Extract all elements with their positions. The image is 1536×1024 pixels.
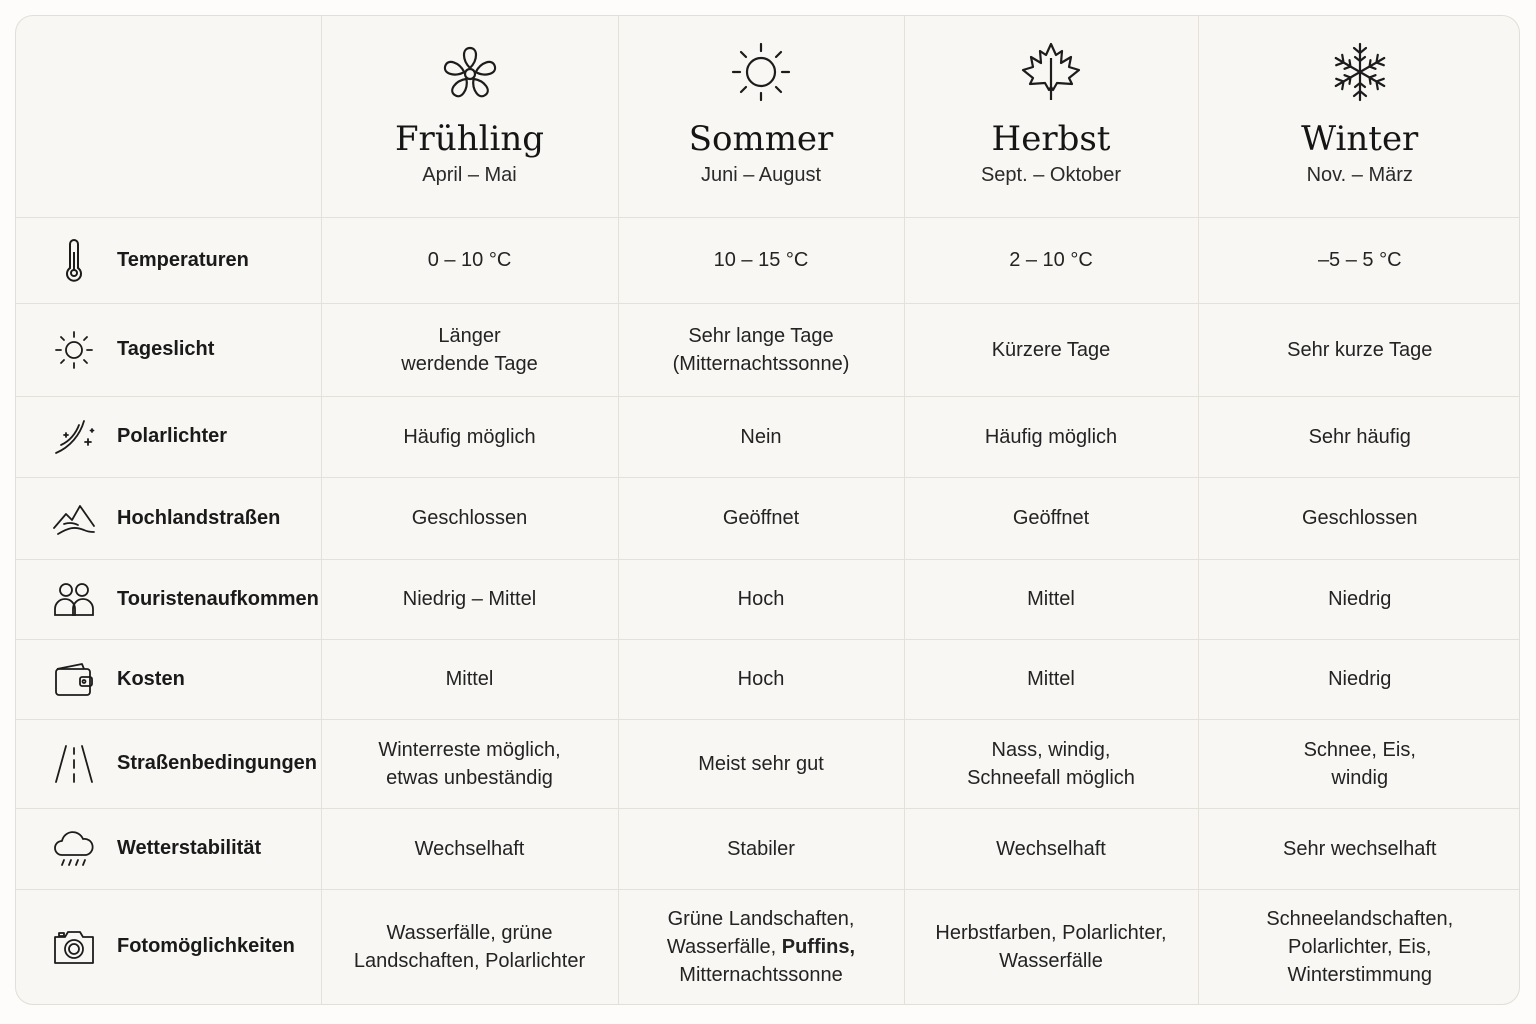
season-range: Nov. – März: [1306, 164, 1413, 186]
row-wetterstabilitaet: [16, 808, 1520, 889]
value-cell: Sehr häufig: [1198, 396, 1520, 477]
value-cell: Häufig möglich: [904, 396, 1198, 477]
value-cell: Länger werdende Tage: [321, 303, 618, 396]
row-label: Touristenaufkommen: [117, 587, 319, 610]
value-cell: Wechselhaft: [321, 808, 618, 889]
row-strassenbedingungen: [16, 719, 1520, 808]
value-cell: Geöffnet: [904, 477, 1198, 559]
snowflake-icon: [1328, 38, 1392, 102]
row-touristenaufkommen: [16, 559, 1520, 639]
row-label: Temperaturen: [117, 248, 249, 271]
value-cell: Nass, windig, Schneefall möglich: [904, 719, 1198, 808]
season-header-spring: [321, 16, 618, 217]
row-hochlandstrassen: [16, 477, 1520, 559]
season-name: Herbst: [991, 119, 1111, 159]
row-label: Polarlichter: [117, 425, 228, 447]
row-tageslicht: [16, 303, 1520, 396]
value-cell: Mittel: [321, 639, 618, 719]
value-cell: Herbstfarben, Polarlichter, Wasserfälle: [904, 889, 1198, 1004]
value-text: Grüne Landschaften, Wasserfälle,: [666, 907, 855, 958]
season-name: Sommer: [688, 119, 834, 159]
value-cell: Wasserfälle, grüne Landschaften, Polarlichter: [321, 889, 618, 1004]
value-cell: Niedrig: [1198, 559, 1520, 639]
flower-icon: [438, 38, 502, 102]
value-cell: Niedrig: [1198, 639, 1520, 719]
value-cell: 2 – 10 °C: [904, 217, 1198, 303]
aurora-icon: [52, 415, 96, 459]
row-label: Straßenbedingungen: [117, 752, 317, 774]
value-cell: Winterreste möglich, etwas unbeständig: [321, 719, 618, 808]
value-cell: Geöffnet: [618, 477, 904, 559]
value-cell: –5 – 5 °C: [1198, 217, 1520, 303]
season-name: Winter: [1301, 119, 1419, 159]
row-fotomoeglichkeiten: [16, 889, 1520, 1004]
camera-icon: [52, 925, 96, 969]
season-header-summer: [618, 16, 904, 217]
value-cell: Hoch: [618, 639, 904, 719]
value-cell: Schnee, Eis, windig: [1198, 719, 1520, 808]
header-row: [16, 16, 1520, 217]
thermometer-icon: [52, 238, 96, 282]
mountain-road-icon: [52, 496, 96, 540]
row-label: Fotomöglichkeiten: [117, 935, 295, 958]
season-header-winter: [1198, 16, 1520, 217]
season-range: Juni – August: [700, 164, 822, 186]
season-range: April – Mai: [422, 164, 517, 186]
season-range: Sept. – Oktober: [980, 164, 1122, 186]
sun-icon: [729, 38, 793, 102]
row-label: Hochlandstraßen: [117, 506, 281, 529]
comparison-grid: [16, 16, 1520, 1004]
maple-leaf-icon: [1019, 38, 1083, 102]
value-cell: Wechselhaft: [904, 808, 1198, 889]
season-comparison-table: [15, 15, 1520, 1005]
value-cell: Stabiler: [618, 808, 904, 889]
value-cell: 0 – 10 °C: [321, 217, 618, 303]
row-polarlichter: [16, 396, 1520, 477]
value-cell: Sehr lange Tage (Mitternachtssonne): [618, 303, 904, 396]
row-label: Kosten: [117, 667, 185, 690]
sun-icon: [52, 328, 96, 372]
row-label: Wetterstabilität: [117, 837, 262, 859]
value-cell: Schneelandschaften, Polarlichter, Eis, Winterstimmung: [1266, 907, 1454, 986]
value-cell: Geschlossen: [1198, 477, 1520, 559]
value-cell: Sehr kurze Tage: [1198, 303, 1520, 396]
value-cell: Nein: [618, 396, 904, 477]
rain-cloud-icon: [52, 827, 96, 871]
people-icon: [52, 577, 96, 621]
row-kosten: [16, 639, 1520, 719]
value-cell: Niedrig – Mittel: [321, 559, 618, 639]
corner-cell: [16, 16, 321, 217]
value-cell: Meist sehr gut: [618, 719, 904, 808]
value-cell: 10 – 15 °C: [618, 217, 904, 303]
highlight-text: Puffins,: [781, 935, 856, 958]
season-header-autumn: [904, 16, 1198, 217]
value-cell: Mittel: [904, 639, 1198, 719]
row-label: Tageslicht: [117, 338, 215, 360]
value-cell: Hoch: [618, 559, 904, 639]
season-name: Frühling: [394, 119, 545, 159]
value-text: Mitternachtssonne: [679, 963, 843, 986]
value-cell: Mittel: [904, 559, 1198, 639]
value-cell: Kürzere Tage: [904, 303, 1198, 396]
road-icon: [52, 742, 96, 786]
value-cell-summer-photo: [618, 889, 904, 1004]
value-cell: Häufig möglich: [321, 396, 618, 477]
row-temperaturen: [16, 217, 1520, 303]
value-cell: Sehr wechselhaft: [1198, 808, 1520, 889]
wallet-icon: [52, 657, 96, 701]
value-cell: Geschlossen: [321, 477, 618, 559]
